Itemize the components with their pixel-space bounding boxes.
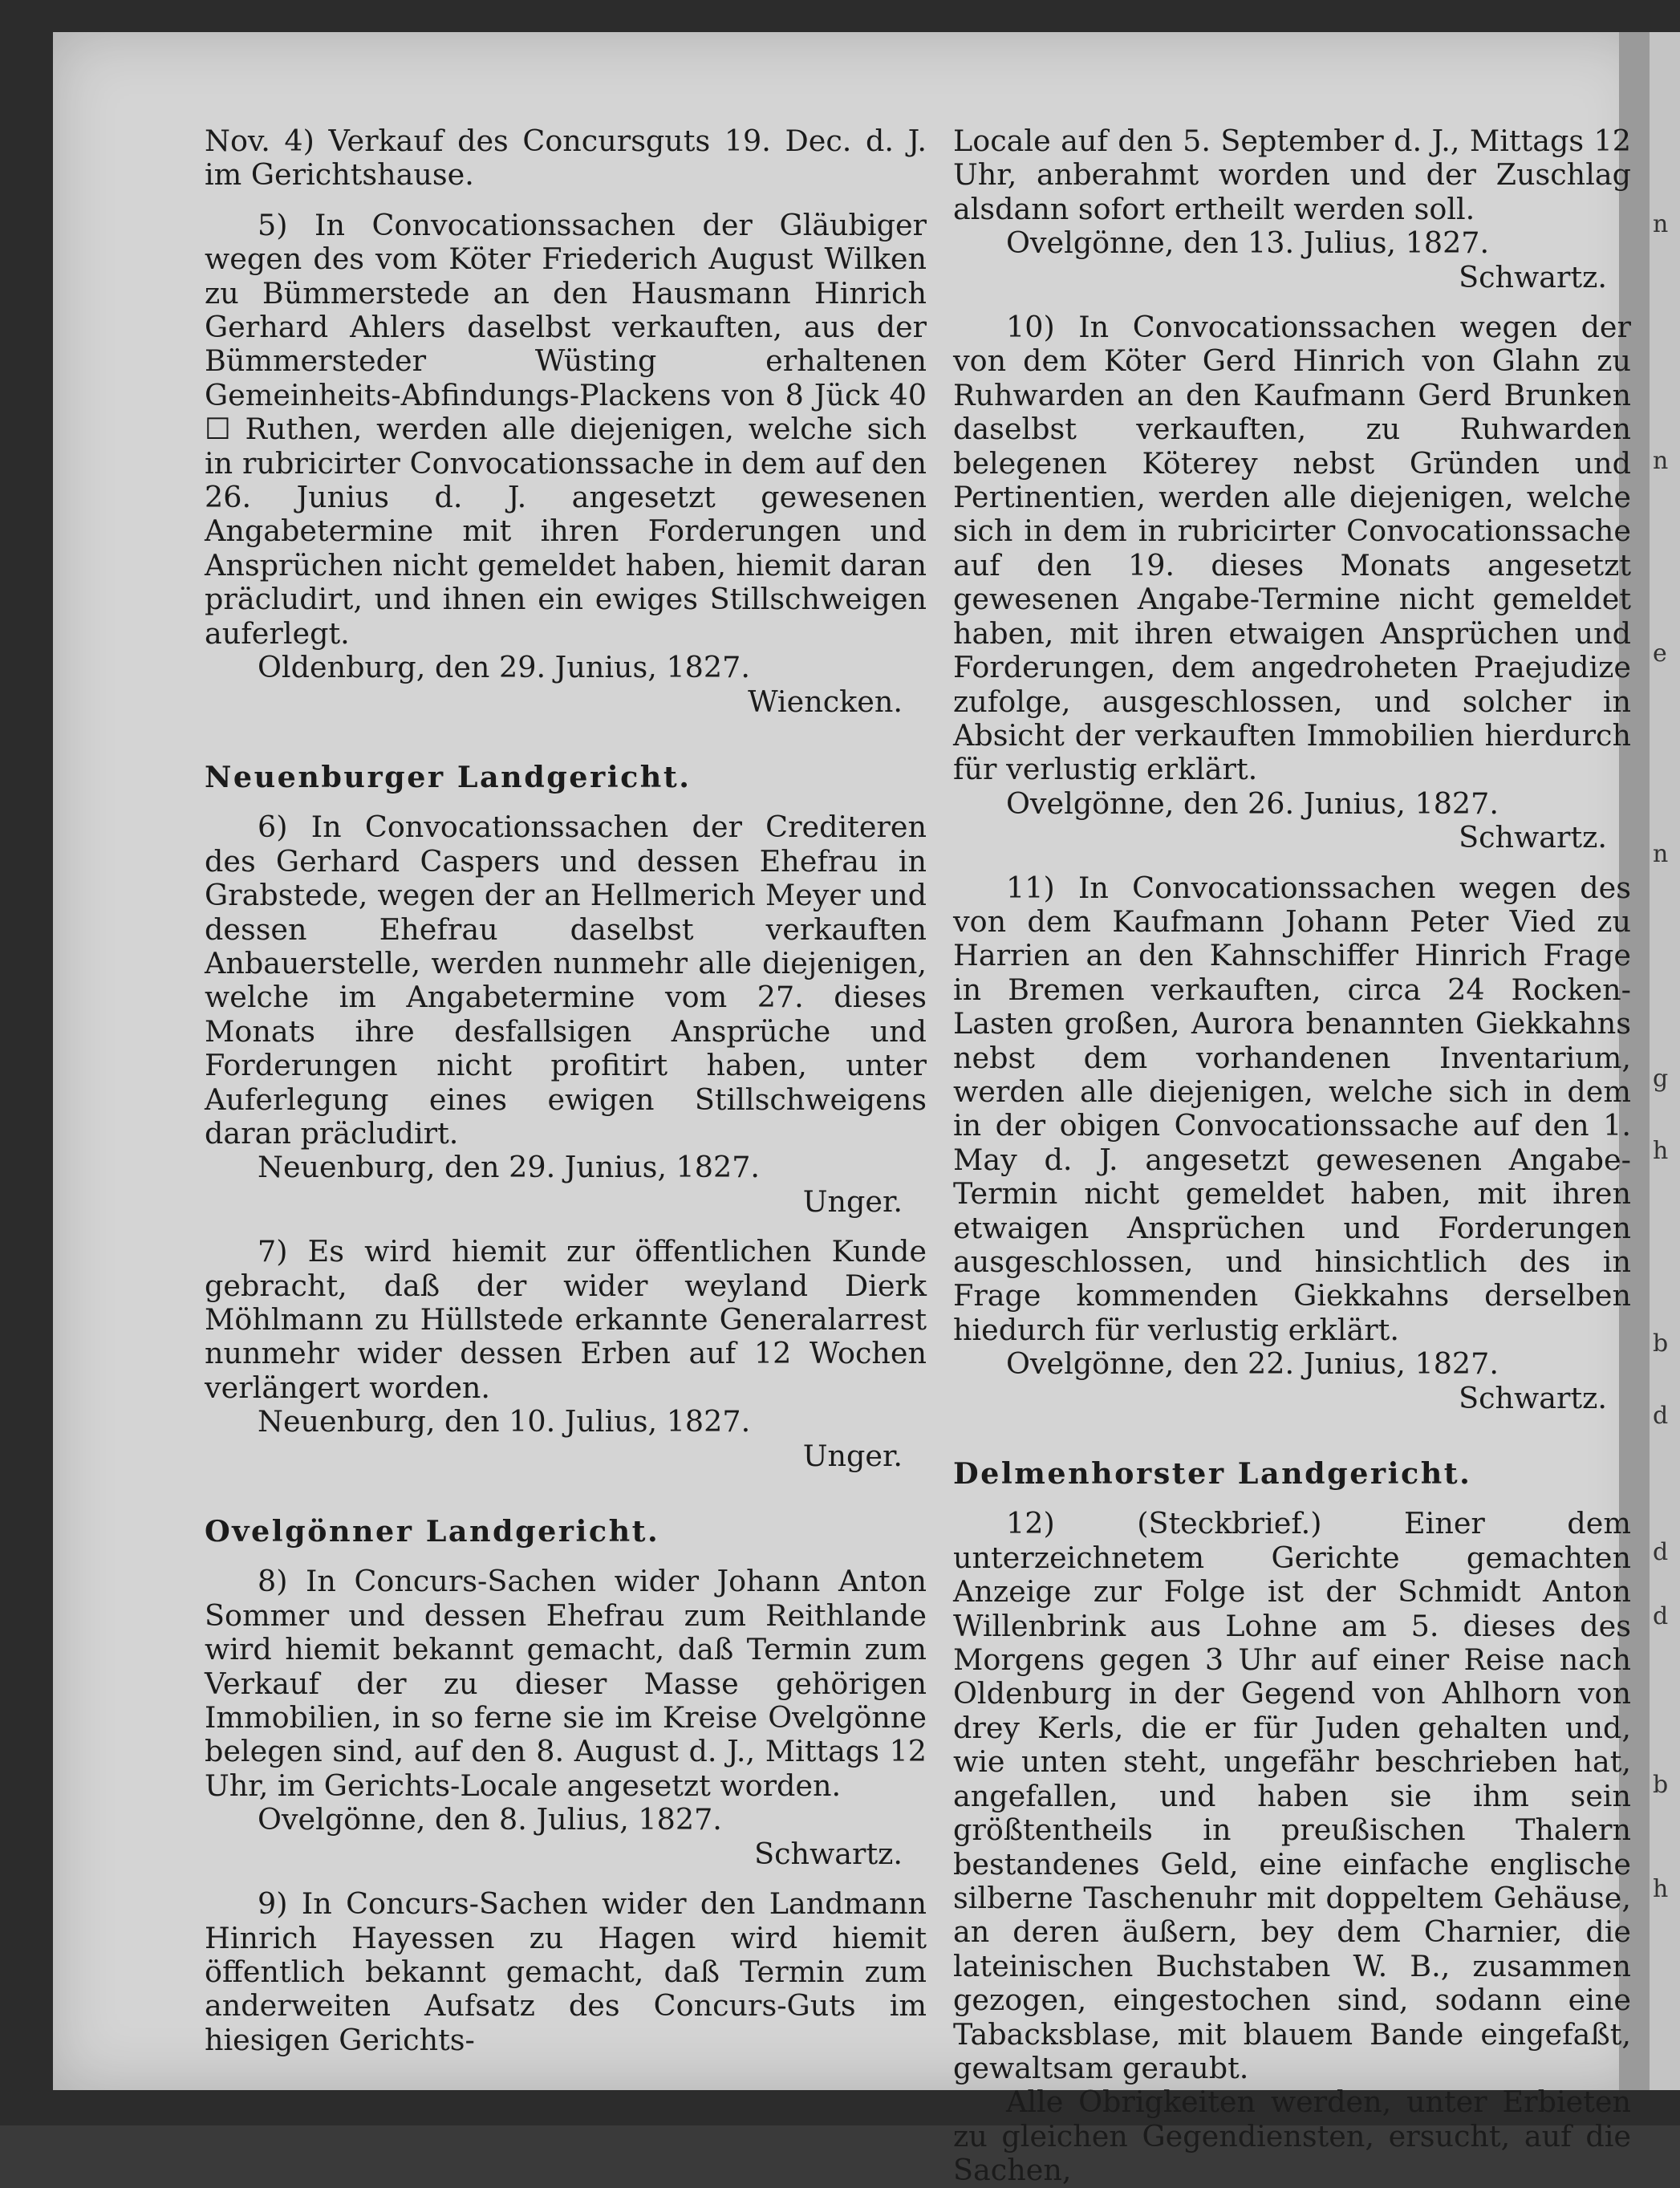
left-column xyxy=(205,124,927,2057)
neighbor-margin-letter: d xyxy=(1653,1602,1669,1630)
notice-8-place-date: Ovelgönne, den 8. Julius, 1827. xyxy=(258,1802,722,1837)
neighbor-margin-letter: h xyxy=(1653,1875,1669,1903)
notice-10-signature: Schwartz. xyxy=(1459,820,1607,855)
notice-11-signature: Schwartz. xyxy=(1459,1380,1607,1415)
notice-12-warrant: 12) (Steckbrief.) Einer dem unterzeichnetem Gerichte gemachten Anzeige zur Folge ist der Schmidt Anton Willenbrink aus Lohne am 5. dieses des Morgens gegen 3 Uhr auf einer Reise nach Oldenburg in der Gegend von Ahlhorn von drey Kerls, die er für Juden gehalten und, wie unten steht, ungefähr beschrieben hat, angefallen, und haben sie ihm sein größtentheils in preußischen Thalern bestandenes Geld, eine einfache englische silberne Taschenuhr mit doppeltem Gehäuse, an deren äußern, bey dem Charnier, die lateinischen Buchstaben W. B., zusammen gezogen, eingestochen sind, sodann eine Tabacksblase, mit blauem Bande eingefaßt, gewaltsam geraubt. xyxy=(953,1506,1631,2085)
notice-7: 7) Es wird hiemit zur öffentlichen Kunde gebracht, daß der wider weyland Dierk Möhlmann zu Hüllstede erkannte Generalarrest nunmehr wider dessen Erben auf 12 Wochen verlängert worden. xyxy=(205,1234,927,1405)
notice-6-signature: Unger. xyxy=(802,1183,903,1219)
neighbor-page-edge xyxy=(1650,32,1680,2090)
notice-4-continuation: Nov. 4) Verkauf des Concursguts 19. Dec. d. J. im Gerichtshause. xyxy=(205,124,927,193)
neighbor-margin-letter: b xyxy=(1653,1329,1669,1358)
notice-5: 5) In Convocationssachen der Gläubiger wegen des vom Köter Friederich August Wilken zu Bümmerstede an den Hausmann Hinrich Gerhard Ahlers daselbst verkauften, aus der Bümmersteder Wüsting erhaltenen Gemeinheits-Abfindungs-Plackens von 8 Jück 40 ☐ Ruthen, werden alle diejenigen, welche sich in rubricirter Convocationssache in dem auf den 26. Junius d. J. angesetzt gewesenen Angabetermine mit ihren Forderungen und Ansprüchen nicht gemeldet haben, hiemit daran präcludirt, und ihnen ein ewiges Stillschweigen auferlegt. xyxy=(205,207,927,651)
neighbor-margin-letter: n xyxy=(1653,447,1669,475)
neighbor-margin-letter: h xyxy=(1653,1137,1669,1165)
court-heading-ovelgoenne: Ovelgönner Landgericht. xyxy=(205,1514,660,1549)
notice-5-signature: Wiencken. xyxy=(748,684,903,719)
neighbor-margin-letter: e xyxy=(1653,639,1667,668)
neighbor-margin-letter: n xyxy=(1653,210,1669,238)
neighbor-margin-letter: g xyxy=(1653,1065,1669,1093)
notice-7-place-date: Neuenburg, den 10. Julius, 1827. xyxy=(258,1404,751,1439)
court-heading-delmenhorst: Delmenhorster Landgericht. xyxy=(953,1456,1472,1492)
notice-9-continuation: Locale auf den 5. September d. J., Mittags 12 Uhr, anberahmt worden und der Zuschlag alsdann sofort ertheilt werden soll. xyxy=(953,124,1631,226)
notice-10-place-date: Ovelgönne, den 26. Junius, 1827. xyxy=(1006,785,1499,821)
court-heading-neuenburg: Neuenburger Landgericht. xyxy=(205,759,692,794)
notice-11-place-date: Ovelgönne, den 22. Junius, 1827. xyxy=(1006,1346,1499,1382)
neighbor-margin-letter: d xyxy=(1653,1402,1669,1430)
notice-9: 9) In Concurs-Sachen wider den Landmann Hinrich Hayessen zu Hagen wird hiemit öffentlich bekannt gemacht, daß Termin zum anderweiten Aufsatz des Concurs-Guts im hiesigen Gerichts- xyxy=(205,1886,927,2057)
notice-7-signature: Unger. xyxy=(802,1438,903,1473)
right-column xyxy=(953,124,1631,2188)
notice-11: 11) In Convocationssachen wegen des von dem Kaufmann Johann Peter Vied zu Harrien an den Kahnschiffer Hinrich Frage in Bremen verkauften, circa 24 Rocken-Lasten großen, Aurora benannten Giekkahns nebst dem vorhandenen Inventarium, werden alle diejenigen, welche sich in dem in der obigen Convocationssache auf den 1. May d. J. angesetzt gewesenen Angabe-Termin nicht gemeldet haben, mit ihren etwaigen Ansprüchen und Forderungen ausgeschlossen, und hinsichtlich des in Frage kommenden Giekkahns derselben hiedurch für verlustig erklärt. xyxy=(953,870,1631,1347)
neighbor-margin-letter: n xyxy=(1653,840,1669,868)
neighbor-margin-letter: b xyxy=(1653,1771,1669,1799)
notice-9-place-date: Ovelgönne, den 13. Julius, 1827. xyxy=(1006,225,1490,261)
neighbor-margin-letter: d xyxy=(1653,1538,1669,1566)
notice-6-place-date: Neuenburg, den 29. Junius, 1827. xyxy=(258,1150,761,1185)
notice-6: 6) In Convocationssachen der Crediteren des Gerhard Caspers und dessen Ehefrau in Grabstede, wegen der an Hellmerich Meyer und dessen Ehefrau daselbst verkauften Anbauerstelle, werden nunmehr alle diejenigen, welche im Angabetermine vom 27. dieses Monats ihre desfallsigen Ansprüche und Forderungen nicht profitirt haben, unter Auferlegung eines ewigen Stillschweigens daran präcludirt. xyxy=(205,810,927,1151)
notice-5-place-date: Oldenburg, den 29. Junius, 1827. xyxy=(258,650,750,685)
notice-10: 10) In Convocationssachen wegen der von dem Köter Gerd Hinrich von Glahn zu Ruhwarden an den Kaufmann Gerd Brunken daselbst verkauften, zu Ruhwarden belegenen Köterey nebst Gründen und Pertinentien, werden alle diejenigen, welche sich in dem in rubricirter Convocationssache auf den 19. dieses Monats angesetzt gewesenen Angabe-Termine nicht gemeldet haben, mit ihren etwaigen Ansprüchen und Forderungen, dem angedroheten Praejudize zufolge, ausgeschlossen, und solcher in Absicht der verkauften Immobilien hierdurch für verlustig erklärt. xyxy=(953,310,1631,787)
notice-8-signature: Schwartz. xyxy=(754,1836,903,1871)
notice-8: 8) In Concurs-Sachen wider Johann Anton Sommer und dessen Ehefrau zum Reithlande wird hiemit bekannt gemacht, daß Termin zum Verkauf der zu dieser Masse gehörigen Immobilien, in so ferne sie im Kreise Ovelgönne belegen sind, auf den 8. August d. J., Mittags 12 Uhr, im Gerichts-Locale angesetzt worden. xyxy=(205,1564,927,1803)
notice-9-signature: Schwartz. xyxy=(1459,259,1607,294)
notice-12-continuation: Alle Obrigkeiten werden, unter Erbieten zu gleichen Gegendiensten, ersucht, auf die Sachen, xyxy=(953,2084,1631,2188)
